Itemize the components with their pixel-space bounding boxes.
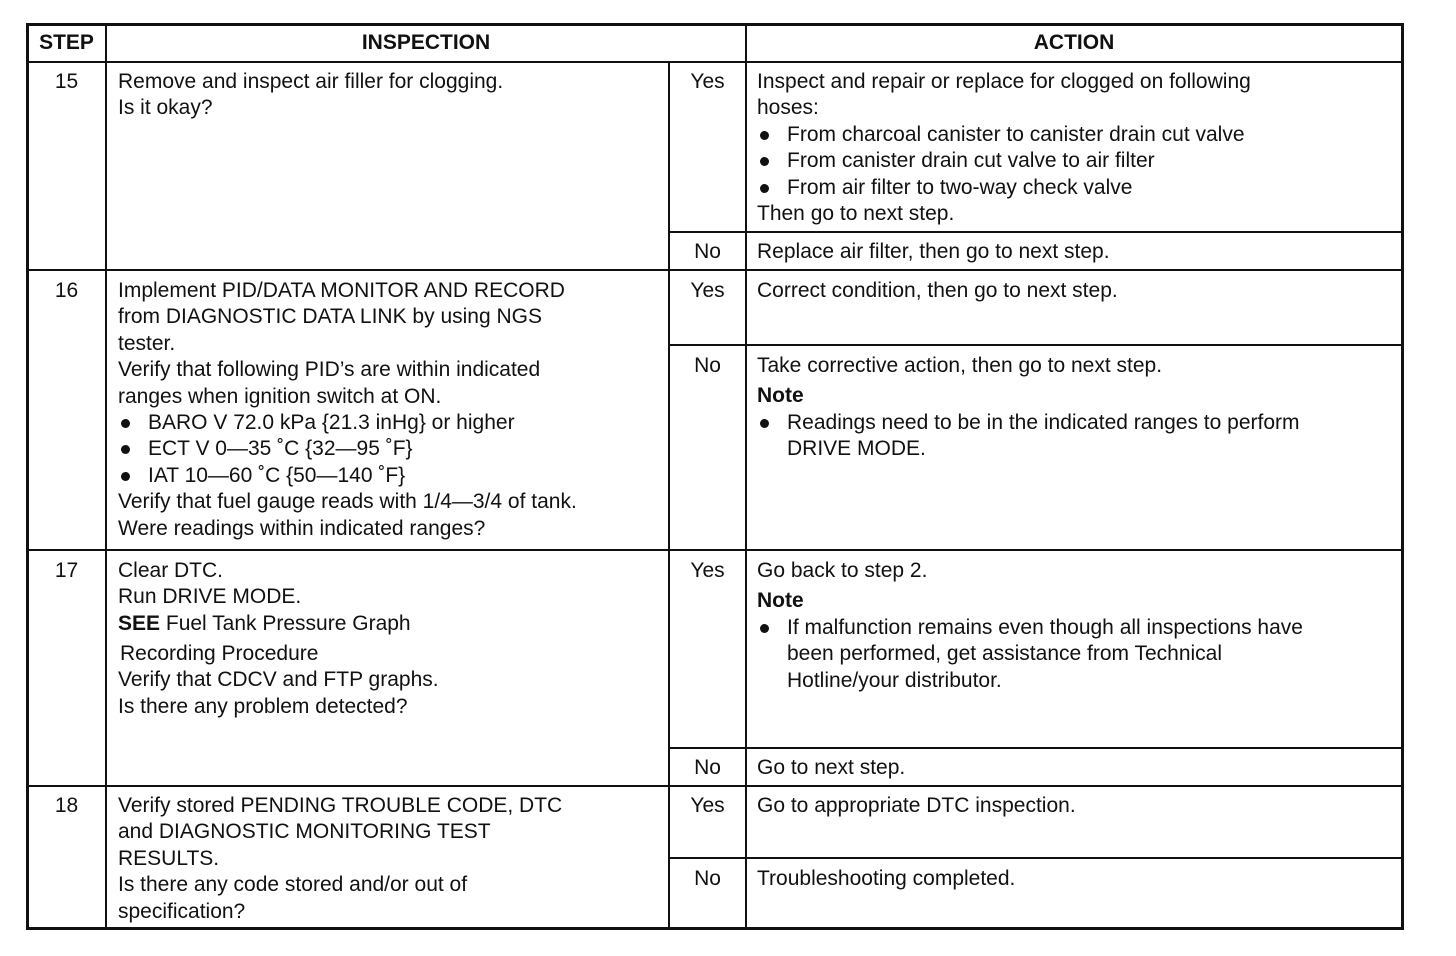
yes-no-divider-15 bbox=[669, 231, 1404, 233]
action-bullet: From charcoal canister to canister drain cut valve bbox=[757, 122, 1251, 148]
inspection-line: ranges when ignition switch at ON. bbox=[118, 384, 442, 408]
inspection-17 bbox=[118, 558, 439, 720]
no-action-17: Go to next step. bbox=[757, 756, 906, 779]
inspection-line: Run DRIVE MODE. bbox=[118, 585, 302, 609]
inspection-line: Is there any code stored and/or out of bbox=[118, 873, 468, 897]
action-line: Take corrective action, then go to next step. bbox=[757, 354, 1163, 377]
table-border-right bbox=[1401, 23, 1404, 930]
yes-no-divider-18 bbox=[669, 857, 1404, 859]
no-label-18: No bbox=[694, 867, 721, 890]
step-number-17: 17 bbox=[54, 559, 79, 582]
inspection-line: Verify that CDCV and FTP graphs. bbox=[118, 668, 439, 692]
yes-no-divider-17 bbox=[669, 747, 1404, 749]
step-number-15: 15 bbox=[54, 70, 79, 93]
inspection-15 bbox=[118, 69, 503, 122]
step-number-16: 16 bbox=[54, 279, 79, 302]
see-reference bbox=[118, 611, 439, 641]
no-action-15: Replace air filter, then go to next step. bbox=[757, 240, 1110, 263]
action-column-divider bbox=[745, 23, 747, 930]
see-continuation: Recording Procedure bbox=[120, 641, 319, 665]
action-line: Inspect and repair or replace for clogged on following bbox=[757, 70, 1251, 93]
yes-label-16: Yes bbox=[690, 279, 725, 302]
yes-no-divider-16 bbox=[669, 344, 1404, 346]
troubleshooting-table bbox=[26, 23, 1404, 930]
inspection-18 bbox=[118, 793, 562, 925]
note-title: Note bbox=[757, 384, 804, 408]
note-title: Note bbox=[757, 589, 804, 613]
inspection-line: and DIAGNOSTIC MONITORING TEST bbox=[118, 820, 491, 844]
no-action-18: Troubleshooting completed. bbox=[757, 867, 1016, 890]
inspection-line: Clear DTC. bbox=[118, 559, 224, 582]
header-divider bbox=[26, 61, 1404, 63]
note-bullet: Readings need to be in the indicated ranges to perform bbox=[757, 410, 1300, 436]
step-column-divider bbox=[105, 23, 107, 930]
see-label: SEE bbox=[118, 611, 161, 635]
action-header: ACTION bbox=[1033, 31, 1115, 54]
action-bullet: From canister drain cut valve to air filter bbox=[757, 148, 1251, 174]
action-bullet: From air filter to two-way check valve bbox=[757, 175, 1251, 201]
row-divider-15-16 bbox=[26, 269, 1404, 271]
note-bullet-cont: DRIVE MODE. bbox=[787, 437, 926, 461]
row-divider-16-17 bbox=[26, 549, 1404, 551]
note-bullet-cont: Hotline/your distributor. bbox=[787, 668, 1002, 692]
action-line: hoses: bbox=[757, 96, 819, 120]
pid-bullet: BARO V 72.0 kPa {21.3 inHg} or higher bbox=[118, 410, 577, 436]
inspection-line: Verify that following PID’s are within indicated bbox=[118, 358, 541, 382]
inspection-line: from DIAGNOSTIC DATA LINK by using NGS bbox=[118, 305, 542, 329]
action-line: Go back to step 2. bbox=[757, 559, 928, 582]
no-label-15: No bbox=[694, 240, 721, 263]
yes-action-18: Go to appropriate DTC inspection. bbox=[757, 794, 1076, 817]
no-action-16 bbox=[757, 353, 1300, 463]
inspection-line: Is it okay? bbox=[118, 96, 213, 120]
yes-action-17 bbox=[757, 558, 1303, 694]
pid-bullet: IAT 10—60 ˚C {50—140 ˚F} bbox=[118, 463, 577, 489]
inspection-16 bbox=[118, 278, 577, 542]
action-line: Then go to next step. bbox=[757, 201, 955, 225]
yes-label-17: Yes bbox=[690, 559, 725, 582]
no-label-16: No bbox=[694, 354, 721, 377]
inspection-line: Implement PID/DATA MONITOR AND RECORD bbox=[118, 279, 565, 302]
note-bullet: If malfunction remains even though all inspections have bbox=[757, 615, 1303, 641]
inspection-line: Verify stored PENDING TROUBLE CODE, DTC bbox=[118, 794, 563, 817]
see-text: Fuel Tank Pressure Graph bbox=[165, 611, 411, 635]
note-bullet-cont: been performed, get assistance from Technical bbox=[787, 642, 1223, 666]
inspection-line: Is there any problem detected? bbox=[118, 694, 408, 718]
yes-action-16: Correct condition, then go to next step. bbox=[757, 279, 1118, 302]
inspection-line: specification? bbox=[118, 899, 246, 923]
yes-label-15: Yes bbox=[690, 70, 725, 93]
yes-action-15 bbox=[757, 69, 1251, 227]
inspection-header: INSPECTION bbox=[361, 31, 491, 54]
pid-bullet: ECT V 0—35 ˚C {32—95 ˚F} bbox=[118, 436, 577, 462]
step-header: STEP bbox=[39, 31, 94, 54]
inspection-line: Verify that fuel gauge reads with 1/4—3/4 of tank. bbox=[118, 490, 577, 514]
row-divider-17-18 bbox=[26, 785, 1404, 787]
step-number-18: 18 bbox=[54, 794, 79, 817]
inspection-line: tester. bbox=[118, 331, 176, 355]
no-label-17: No bbox=[694, 756, 721, 779]
yes-label-18: Yes bbox=[690, 794, 725, 817]
inspection-line: Remove and inspect air filler for clogging. bbox=[118, 70, 504, 93]
inspection-line: Were readings within indicated ranges? bbox=[118, 516, 486, 540]
inspection-line: RESULTS. bbox=[118, 846, 220, 870]
table-border-bottom bbox=[26, 927, 1404, 930]
